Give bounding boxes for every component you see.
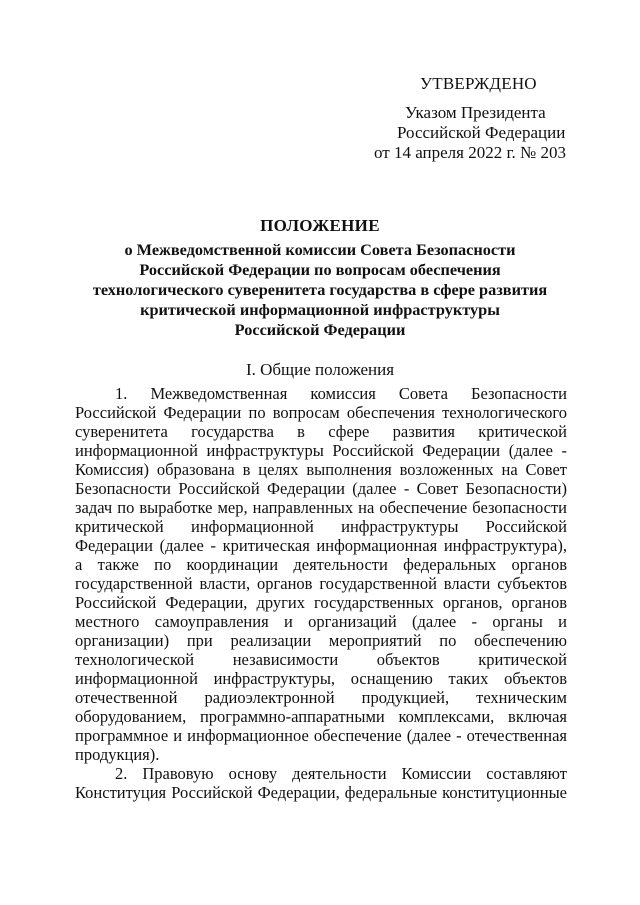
paragraph-line: Федерации (далее - критическая информационная инфраструктура),: [75, 536, 567, 555]
paragraph-line: критической информационной инфраструктуры Российской: [75, 517, 567, 536]
paragraph-line: Российской Федерации по вопросам обеспечения технологического: [75, 403, 567, 422]
paragraph-line: оборудованием, программно-аппаратными комплексами, включая: [75, 707, 567, 726]
paragraph-line: Российской Федерации, других государственных органов, органов: [75, 593, 567, 612]
approval-date-number-line: от 14 апреля 2022 г. № 203: [374, 143, 566, 162]
paragraph-line: организации) при реализации мероприятий по обеспечению: [75, 631, 567, 650]
approval-authority-line: Российской Федерации: [397, 123, 566, 142]
paragraph-line: информационной инфраструктуры, оснащению таких объектов: [75, 669, 567, 688]
subtitle-line: критической информационной инфраструктуры: [140, 300, 500, 319]
paragraph-line: программное и информационное обеспечение (далее - отечественная: [75, 726, 567, 745]
document-body: [75, 384, 567, 802]
subtitle-line: технологического суверенитета государства в сфере развития: [92, 280, 548, 299]
section-heading: I. Общие положения: [245, 360, 395, 379]
document-title: ПОЛОЖЕНИЕ: [260, 216, 380, 235]
paragraph-line: местного самоуправления и организаций (далее - органы и: [75, 612, 567, 631]
approval-stamp: [0, 0, 640, 190]
paragraph-line: а также по координации деятельности федеральных органов: [75, 555, 567, 574]
paragraph-line: информационной инфраструктуры Российской Федерации (далее -: [75, 441, 567, 460]
paragraph-line: отечественной радиоэлектронной продукцией, техническим: [75, 688, 567, 707]
subtitle-line: о Межведомственной комиссии Совета Безопасности: [124, 240, 516, 259]
approval-decree-line: Указом Президента: [405, 103, 546, 122]
paragraph-line: Конституция Российской Федерации, федеральные конституционные: [75, 783, 567, 802]
paragraph-line: государственной власти, органов государственной власти субъектов: [75, 574, 567, 593]
paragraph-2: [75, 764, 567, 802]
paragraph-line: суверенитета государства в сфере развития критической: [75, 422, 567, 441]
paragraph-line: Безопасности Российской Федерации (далее - Совет Безопасности): [75, 479, 567, 498]
paragraph-line: 1. Межведомственная комиссия Совета Безопасности: [115, 384, 567, 403]
subtitle-line: Российской Федерации: [234, 320, 406, 339]
paragraph-line: задач по выработке мер, направленных на обеспечение безопасности: [75, 498, 567, 517]
paragraph-line: продукция).: [75, 745, 160, 764]
paragraph-line: 2. Правовую основу деятельности Комиссии составляют: [115, 764, 567, 783]
paragraph-1: [75, 384, 567, 764]
subtitle-line: Российской Федерации по вопросам обеспечения: [139, 260, 501, 279]
paragraph-line: технологической независимости объектов критической: [75, 650, 567, 669]
approval-heading: УТВЕРЖДЕНО: [420, 74, 537, 93]
document-subtitle: [60, 240, 580, 340]
paragraph-line: Комиссия) образована в целях выполнения возложенных на Совет: [75, 460, 567, 479]
